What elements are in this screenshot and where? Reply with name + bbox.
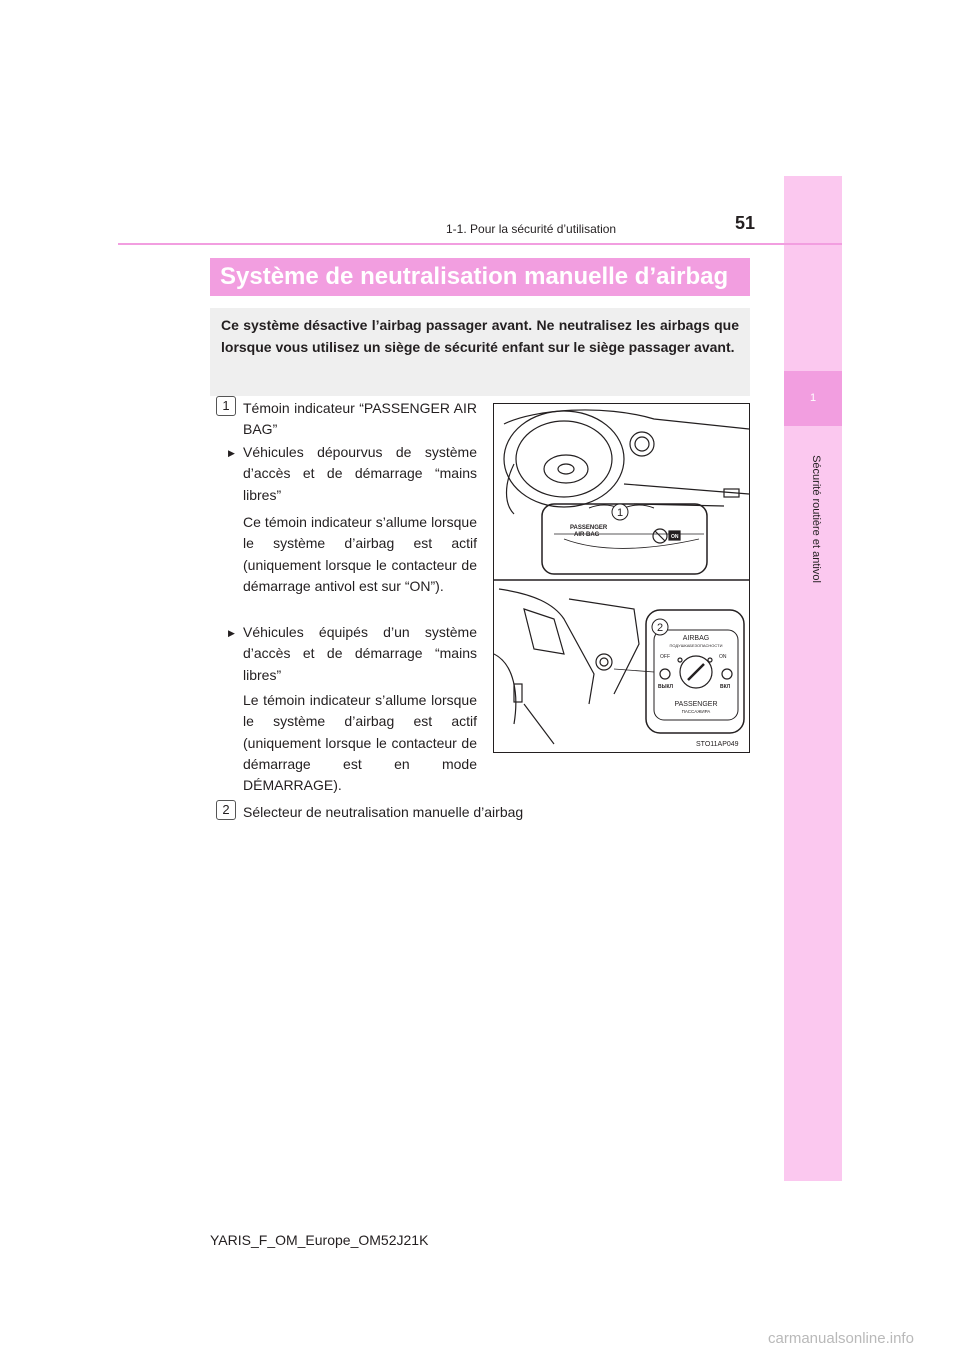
- chapter-label: Sécurité routière et antivol: [810, 455, 822, 583]
- switch-bottom-label: PASSENGER: [674, 701, 718, 708]
- item-number-1: 1: [216, 396, 236, 416]
- figure-callout-1: 1: [616, 507, 624, 519]
- dashboard-illustration: [493, 403, 750, 753]
- bullet-2-text: Le témoin indicateur s’allume lorsque le système d’airbag est actif (uniquement lorsque le contacteur de démarrage est en mode DÉMARRAGE).: [243, 692, 477, 794]
- document-footer: YARIS_F_OM_Europe_OM52J21K: [210, 1232, 429, 1248]
- chapter-number: 1: [809, 392, 817, 404]
- indicator-label-2: AIR BAG: [574, 532, 600, 538]
- switch-bottom-ru-label: ПАССАЖИРА: [681, 709, 711, 714]
- chapter-tab: [784, 176, 842, 1181]
- bullet-arrow-icon: ▶: [228, 628, 235, 638]
- item-number-2: 2: [216, 800, 236, 820]
- switch-off-ru-label: ВЫКЛ: [658, 684, 674, 690]
- indicator-label-1: PASSENGER: [570, 525, 608, 531]
- indicator-on-label: ON: [671, 534, 679, 540]
- bullet-1-text: Ce témoin indicateur s’allume lorsque le système d’airbag est actif (uniquement lorsque le contacteur de démarrage antivol est sur “ON”).: [243, 514, 477, 594]
- watermark-link[interactable]: carmanualsonline.info: [768, 1330, 914, 1347]
- bullet-2-heading: Véhicules équipés d’un système d’accès et de démarrage “mains libres”: [243, 624, 477, 683]
- switch-top-label: AIRBAG: [682, 635, 710, 642]
- item-1-title: Témoin indicateur “PASSENGER AIR BAG”: [243, 400, 477, 438]
- dashboard-drawing: [494, 404, 749, 752]
- page-number: 51: [735, 213, 756, 233]
- header-rule: [118, 243, 842, 245]
- bullet-1-heading: Véhicules dépourvus de système d’accès et de démarrage “mains libres”: [243, 444, 477, 503]
- switch-top-ru-label: ПОДУШКАБЕЗОПАСНОСТИ: [669, 643, 723, 648]
- switch-on-label: ON: [719, 654, 727, 660]
- page-title: Système de neutralisation manuelle d’airbag: [210, 258, 750, 296]
- switch-on-ru-label: ВКЛ: [720, 684, 731, 690]
- figure-callout-2: 2: [656, 622, 664, 634]
- bullet-arrow-icon: ▶: [228, 448, 235, 458]
- section-title: 1-1. Pour la sécurité d’utilisation: [446, 222, 617, 236]
- item-2-title: Sélecteur de neutralisation manuelle d’airbag: [243, 804, 524, 820]
- intro-box: Ce système désactive l’airbag passager avant. Ne neutralisez les airbags que lorsque vous utilisez un siège de sécurité enfant sur le siège passager avant.: [210, 308, 750, 396]
- figure-code: STO11AP049: [696, 741, 739, 748]
- switch-off-label: OFF: [660, 654, 670, 660]
